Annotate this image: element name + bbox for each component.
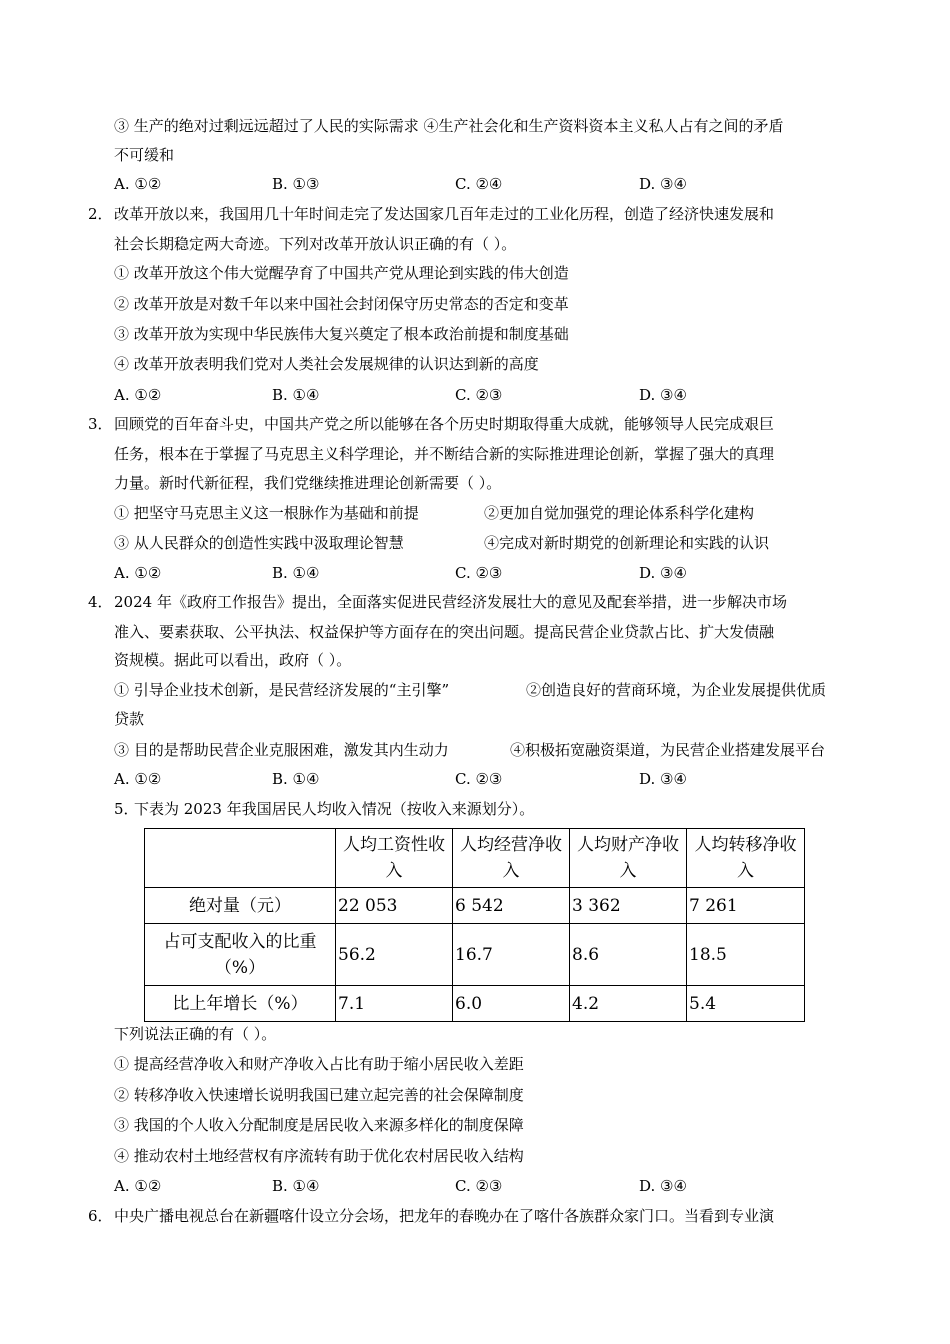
table-cell: 16.7 [453, 924, 570, 986]
q4-item-2: ②创造良好的营商环境，为企业发展提供优质 [526, 681, 827, 699]
table-row [145, 986, 805, 1022]
q3-item-2: ②更加自觉加强党的理论体系科学化建构 [484, 504, 755, 522]
q4-items-row [114, 680, 854, 700]
table-cell: 4.2 [570, 986, 687, 1022]
option-d[interactable]: D. ③④ [639, 1177, 687, 1195]
table-cell: 6 542 [453, 888, 570, 924]
q3-number: 3． [88, 415, 113, 433]
q3-stem-line: 力量。新时代新征程，我们党继续推进理论创新需要（ ）。 [114, 474, 502, 492]
option-c[interactable]: C. ②③ [455, 770, 503, 788]
q3-stem-line: 回顾党的百年奋斗史，中国共产党之所以能够在各个历史时期取得重大成就，能够领导人民完成艰巨 [114, 415, 775, 433]
q3-item-3: ③ 从人民群众的创造性实践中汲取理论智慧 [114, 534, 404, 552]
option-b[interactable]: B. ①④ [272, 770, 320, 788]
table-row [145, 924, 805, 986]
option-d[interactable]: D. ③④ [639, 564, 687, 582]
option-b[interactable]: B. ①④ [272, 386, 320, 404]
table-cell: 7.1 [336, 986, 453, 1022]
q1-item-line: 不可缓和 [114, 146, 175, 164]
q5-item-4: ④ 推动农村土地经营权有序流转有助于优化农村居民收入结构 [114, 1147, 524, 1165]
q1-options [114, 174, 854, 194]
q2-number: 2． [88, 205, 113, 223]
q3-item-1: ① 把坚守马克思主义这一根脉作为基础和前提 [114, 504, 419, 522]
q5-stem: 下表为 2023 年我国居民人均收入情况（按收入来源划分）。 [134, 800, 535, 818]
q4-item-2-continued: 贷款 [114, 710, 145, 728]
table-cell: 7 261 [687, 888, 805, 924]
table-cell: 56.2 [336, 924, 453, 986]
table-header-cell [145, 829, 336, 888]
row-label: 绝对量（元） [145, 888, 336, 924]
q5-item-2: ② 转移净收入快速增长说明我国已建立起完善的社会保障制度 [114, 1086, 524, 1104]
q2-stem-line: 改革开放以来，我国用几十年时间走完了发达国家几百年走过的工业化历程，创造了经济快速发展和 [114, 205, 775, 223]
q2-item-4: ④ 改革开放表明我们党对人类社会发展规律的认识达到新的高度 [114, 355, 539, 373]
q4-stem-line: 资规模。据此可以看出，政府（ ）。 [114, 651, 352, 669]
row-label: 占可支配收入的比重（%） [145, 924, 336, 986]
table-cell: 3 362 [570, 888, 687, 924]
option-a[interactable]: A. ①② [114, 770, 162, 788]
option-b[interactable]: B. ①④ [272, 564, 320, 582]
option-a[interactable]: A. ①② [114, 175, 162, 193]
option-c[interactable]: C. ②④ [455, 175, 503, 193]
q5-item-3: ③ 我国的个人收入分配制度是居民收入来源多样化的制度保障 [114, 1116, 524, 1134]
table-header-cell: 人均财产净收入 [570, 829, 687, 888]
q4-stem-line: 2024 年《政府工作报告》提出，全面落实促进民营经济发展壮大的意见及配套举措，进一步解决市场 [114, 593, 787, 611]
option-c[interactable]: C. ②③ [455, 564, 503, 582]
option-a[interactable]: A. ①② [114, 1177, 162, 1195]
option-a[interactable]: A. ①② [114, 564, 162, 582]
q6-stem-line: 中央广播电视总台在新疆喀什设立分会场，把龙年的春晚办在了喀什各族群众家门口。当看到专业演 [114, 1207, 775, 1225]
table-cell: 18.5 [687, 924, 805, 986]
q4-options [114, 769, 854, 789]
q5-question: 下列说法正确的有（ ）。 [114, 1025, 277, 1043]
option-d[interactable]: D. ③④ [639, 175, 687, 193]
q3-stem-line: 任务，根本在于掌握了马克思主义科学理论，并不断结合新的实际推进理论创新，掌握了强大的真理 [114, 445, 775, 463]
q2-item-3: ③ 改革开放为实现中华民族伟大复兴奠定了根本政治前提和制度基础 [114, 325, 569, 343]
table-header-cell: 人均转移净收入 [687, 829, 805, 888]
option-b[interactable]: B. ①④ [272, 1177, 320, 1195]
q4-number: 4． [88, 593, 113, 611]
q5-options [114, 1176, 854, 1196]
option-c[interactable]: C. ②③ [455, 386, 503, 404]
option-d[interactable]: D. ③④ [639, 386, 687, 404]
q4-items-row [114, 740, 854, 760]
row-label: 比上年增长（%） [145, 986, 336, 1022]
q5-item-1: ① 提高经营净收入和财产净收入占比有助于缩小居民收入差距 [114, 1055, 524, 1073]
q4-stem-line: 准入、要素获取、公平执法、权益保护等方面存在的突出问题。提高民营企业贷款占比、扩大发债融 [114, 623, 775, 641]
table-cell: 6.0 [453, 986, 570, 1022]
q6-number: 6． [88, 1207, 113, 1225]
option-a[interactable]: A. ①② [114, 386, 162, 404]
option-d[interactable]: D. ③④ [639, 770, 687, 788]
q2-options [114, 385, 854, 405]
q2-item-2: ② 改革开放是对数千年以来中国社会封闭保守历史常态的否定和变革 [114, 295, 569, 313]
q1-item-line: ③ 生产的绝对过剩远远超过了人民的实际需求 ④生产社会化和生产资料资本主义私人占有之间的矛盾 [114, 117, 784, 135]
table-row [145, 888, 805, 924]
q3-options [114, 563, 854, 583]
income-table [144, 828, 805, 1022]
option-b[interactable]: B. ①③ [272, 175, 320, 193]
q3-items-row [114, 503, 854, 523]
q2-item-1: ① 改革开放这个伟大觉醒孕育了中国共产党从理论到实践的伟大创造 [114, 264, 569, 282]
table-cell: 5.4 [687, 986, 805, 1022]
table-header-cell: 人均经营净收入 [453, 829, 570, 888]
q5-number: 5． [114, 800, 139, 818]
table-header-cell: 人均工资性收入 [336, 829, 453, 888]
q2-stem-line: 社会长期稳定两大奇迹。下列对改革开放认识正确的有（ ）。 [114, 235, 517, 253]
table-header-row [145, 829, 805, 888]
q4-item-3: ③ 目的是帮助民营企业克服困难，激发其内生动力 [114, 741, 449, 759]
option-c[interactable]: C. ②③ [455, 1177, 503, 1195]
q3-items-row [114, 533, 854, 553]
q3-item-4: ④完成对新时期党的创新理论和实践的认识 [484, 534, 770, 552]
table-cell: 8.6 [570, 924, 687, 986]
q4-item-1: ① 引导企业技术创新，是民营经济发展的“主引擎” [114, 681, 450, 699]
table-cell: 22 053 [336, 888, 453, 924]
q4-item-4: ④积极拓宽融资渠道，为民营企业搭建发展平台 [510, 741, 826, 759]
